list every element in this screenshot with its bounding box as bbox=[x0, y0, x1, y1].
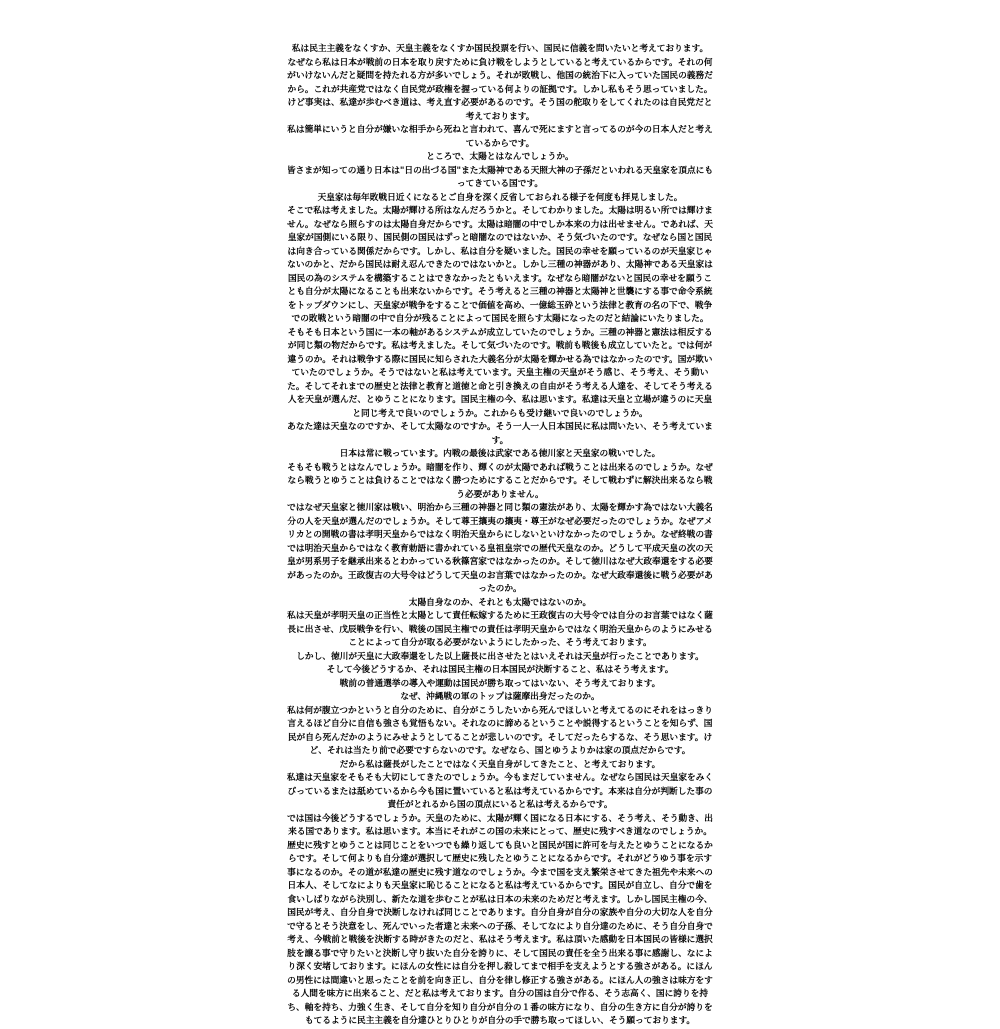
paragraph: 皆さまが知っての通り日本は"日の出づる国"また太陽神である天照大神の子孫だといわれる天皇家を頂点にもってきている国です。 bbox=[286, 165, 714, 189]
paragraph: 私達は天皇家をそもそも大切にしてきたのでしょうか。今もまだしていません。なぜなら国民は天皇家をみくびっているまたは舐めているから今も国に置いていると私は考えているからです。本来は自分が判断した事の責任がとれるから国の頂点にいると私は考えるからです。 bbox=[286, 773, 714, 810]
paragraph: なぜなら私は日本が戦前の日本を取り戻すために負け戦をしようとしていると考えているからです。それの何がいけないんだと疑問を持たれる方が多いでしょう。それが敗戦し、他国の統治下に入っていた国民の義務だから。これが共産党ではなく自民党が政権を握っている何よりの証拠です。しかし私もそう思っていました。けど事実は、私達が歩むべき道は、考え直す必要があるのです。そう国の舵取りをしてくれたのは自民党だと考えております。 bbox=[287, 57, 713, 122]
paragraph: そもそも日本という国に一本の軸があるシステムが成立していたのでしょうか。三種の神器と憲法は相反するが同じ類の物だからです。私は考えました。そして気づいたのです。戦前も戦後も成立していたと。では何が違うのか。それは戦争する際に国民に知らされた大義名分が太陽を輝かせる為ではなかったのです。国が欺いていたのでしょうか。そうではないと私は考えています。天皇主権の天皇がそう感じ、そう考え、そう動いた。そしてそれまでの歴史と法律と教育と道徳と命と引き換えの自由がそう考える人達を、そしてそう考える人を天皇が選んだ、とゆうことになります。国民主権の今、私は思います。私達は天皇と立場が違うのに天皇と同じ考えで良いのでしょうか。これからも受け継いで良いのでしょうか。 bbox=[287, 327, 713, 419]
paragraph: 私は簡単にいうと自分が嫌いな相手から死ねと言われて、喜んで死にますと言ってるのが今の日本人だと考えているからです。 bbox=[287, 125, 713, 149]
paragraph: そこで私は考えました。太陽が輝ける所はなんだろうかと。そしてわかりました。太陽は明るい所では輝けません。なぜなら照らすのは太陽自身だからです。太陽は暗闇の中でしか本来の力は出せません。であれば、天皇家が国側にいる限り、国民側の国民はずっと暗闇なのではないか、そう気づいたのです。なぜなら国と国民は向き合っている関係だからです。しかし、私は自分を疑いました。国民の幸せを願っているのが天皇家じゃないのかと、だから国民は耐え忍んできたのではないかと。しかし三種の神器があり、太陽神である天皇家は国民の為のシステムを構築することはできなかったともいえます。なぜなら暗闇がないと国民の幸せを願うことも自分が太陽になることも出来ないからです。そう考えると三種の神器と太陽神と世襲にする事で命令系統をトップダウンにし、天皇家が戦争をすることで価値を高め、一億総玉砕という法律と教育の名の下で、戦争での敗戦という暗闇の中で自分が残ることによって国民を照らす太陽になったのだと結論にいたりました。 bbox=[287, 206, 713, 324]
paragraph: 私は民主主義をなくすか、天皇主義をなくすか国民投票を行い、国民に信義を問いたいと考えております。 bbox=[291, 44, 709, 54]
paragraph: では国は今後どうするでしょうか。天皇のために、太陽が輝く国になる日本にする、そう考え、そう動き、出来る国であります。私は思います。本当にそれがこの国の未来にとって、歴史に残すべき道なのでしょうか。歴史に残すとゆうことは同じことをいつでも繰り返しても良いと国民が国に許可を与えたとゆうことになるからです。そして何よりも自分達が選択して歴史に残したとゆうことになるからです。それがどうゆう事を示す事になるのか。その道が私達の歴史に残す道なのでしょうか。今まで国を支え繁栄させてきた祖先や未来への日本人、そしてなによりも天皇家に恥じることになると私は考えているからです。国民が自立し、自分で歯を食いしばりながら決別し、新たな道を歩むことが私は日本の未来のためだと考えます。しかし国民主権の今、国民が考え、自分自身で決断しなければ同じことであります。自分自身が自分の家族や自分の大切な人を自分で守るとそう決意をし、死んでいった者達と未来への子孫、そしてなにより自分達のために、そう自分自身で考え、今戦前と戦後を決断する時がきたのだと、私はそう考えます。私は頂いた感動を日本国民の皆様に選択肢を譲る事で守りたいと決断し守り抜いた自分を誇りに、そして国民の責任を全う出来る事に感謝し、なにより深く安堵しております。にほんの女性には自分を押し殺してまで相手を支えようとする強さがある。にほんの男性には間違いと思ったことを前を向き正し、自分を律し修正する強さがある。にほん人の強さは味方をする人間を味方に出来ること、だと私は考えております。自分の国は自分で作る、そう志高く、国に誇りを持ち、軸を持ち、力強く生き、そして自分を知り自分が自分の１番の味方になり、自分の生き方に自分が誇りをもてるように民主主義を自分達ひとりひとりが自分の手で勝ち取ってほしい、そう願っております。 bbox=[287, 813, 713, 1026]
paragraph: なぜ、沖縄戦の軍のトップは薩摩出身だったのか。 bbox=[400, 692, 600, 702]
paragraph: しかし、徳川が天皇に大政奉還をした以上薩長に出させたとはいえそれは天皇が行ったことであります。 bbox=[296, 651, 704, 662]
paragraph: そして今後どうするか、それは国民主権の日本国民が決断すること、私はそう考えます。 bbox=[326, 665, 674, 675]
paragraph: 私は何が腹立つかというと自分のために、自分がこうしたいから死んでほしいと考えてるのにそれをはっきり言えるほど自分に自信も強さも覚悟もない。それなのに諦めるということや説得するということを知らず、国民が自ら死んだかのようにみせようとしてることが悲しいのです。そしてだったらするな、そう思います。けど、それは当たり前で必要ですらないのです。なぜなら、国とゆうよりかは家の頂点だからです。 bbox=[287, 705, 713, 756]
paragraph: だから私は薩長がしたことではなく天皇自身がしてきたこと、と考えております。 bbox=[339, 759, 661, 770]
paragraph: 私は天皇が孝明天皇の正当性と太陽として責任転嫁するために王政復古の大号令では自分のお言葉ではなく薩長に出させ、戊辰戦争を行い、戦後の国民主権での責任は孝明天皇からではなく明治天皇からのようにみせることによって自分が取る必要がないようにしたかった、そう考えております。 bbox=[287, 611, 713, 648]
paragraph: 日本は常に戦っています。内戦の最後は武家である徳川家と天皇家の戦いでした。 bbox=[339, 449, 661, 459]
paragraph: 天皇家は毎年敗戦日近くになるとご自身を深く反省しておられる様子を何度も拝見しました。 bbox=[317, 192, 683, 203]
paragraph: そもそも戦うとはなんでしょうか。暗闇を作り、輝くのが太陽であれば戦うことは出来るのでしょうか。なぜなら戦うとゆうことは負けることではなく勝つためにすることだからです。そして戦わずに解決出来るなら戦う必要がありません。 bbox=[287, 462, 713, 500]
paragraph: 戦前の普通選挙の導入や運動は国民が勝ち取ってはいない、そう考えております。 bbox=[339, 678, 661, 689]
paragraph: 太陽自身なのか、それとも太陽ではないのか。 bbox=[408, 597, 592, 608]
paragraph: ではなぜ天皇家と徳川家は戦い、明治から三種の神器と同じ類の憲法があり、太陽を輝かす為ではない大義名分の人を天皇が選んだのでしょうか。そして尊王攘夷の攘夷・尊王がなぜ必要だったのでしょうか。なぜアメリカとの開戦の書は孝明天皇からではなく明治天皇からにしないといけなかったのでしょうか。なぜ終戦の書では明治天皇からではなく教育勅語に書かれている皇祖皇宗での歴代天皇なのか。どうして平成天皇の次の天皇が男系男子を継承出来るとわかっている秋篠宮家ではなかったのか。そして徳川はなぜ大政奉還をする必要があったのか。王政復古の大号令はどうして天皇のお言葉ではなかったのか。なぜ大政奉還後に戦う必要があったのか。 bbox=[287, 503, 713, 594]
paragraph: ところで、太陽とはなんでしょうか。 bbox=[426, 152, 574, 162]
paragraph: あなた達は天皇なのですか、そして太陽なのですか。そう一人一人日本国民に私は問いたい、そう考えています。 bbox=[287, 422, 713, 446]
essay-text-column bbox=[285, 43, 715, 1029]
